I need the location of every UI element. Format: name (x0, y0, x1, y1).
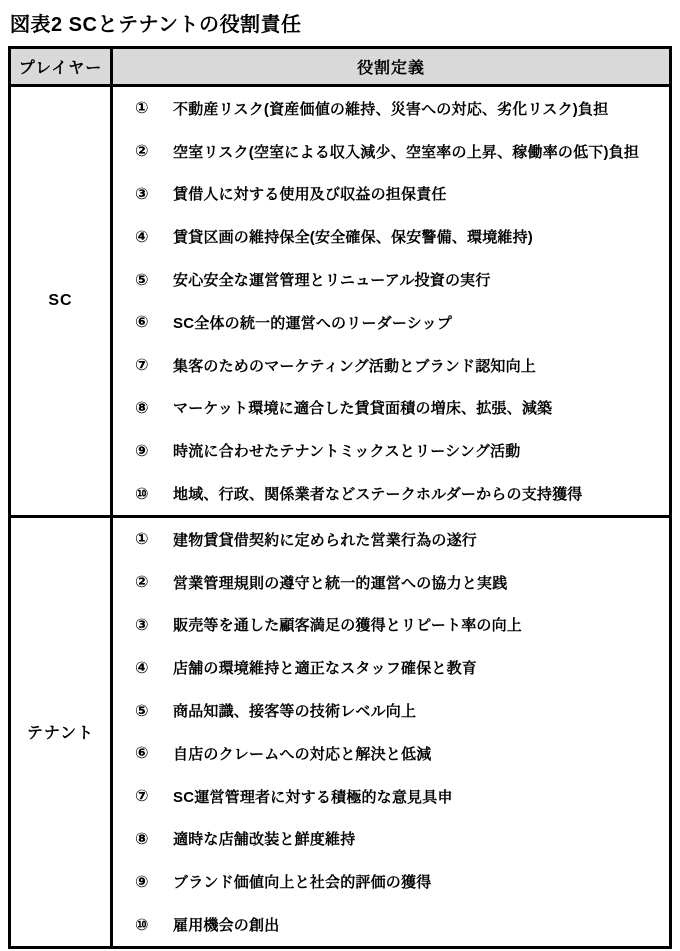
role-list-item (135, 518, 663, 561)
table-row (10, 516, 671, 947)
circled-number: ⑩ (135, 916, 149, 934)
circled-number: ⑦ (135, 788, 149, 806)
role-item-text: 建物賃貸借契約に定められた営業行為の遂行 (173, 531, 478, 549)
circled-number: ① (135, 100, 149, 118)
role-list-item (135, 87, 663, 130)
role-item-text: 時流に合わせたテナントミックスとリーシング活動 (173, 443, 521, 461)
circled-number: ⑥ (135, 745, 149, 763)
column-header-player: プレイヤー (10, 48, 112, 86)
circled-number: ⑦ (135, 357, 149, 375)
circled-number: ② (135, 574, 149, 592)
role-list-item (135, 215, 663, 258)
role-item-text: 空室リスク(空室による収入減少、空室率の上昇、稼働率の低下)負担 (173, 143, 640, 161)
role-list-item (135, 775, 663, 818)
circled-number: ⑧ (135, 830, 149, 848)
role-list-item (135, 472, 663, 515)
circled-number: ③ (135, 616, 149, 634)
circled-number: ⑥ (135, 314, 149, 332)
role-definition-cell (112, 516, 671, 947)
role-list-item (135, 818, 663, 861)
role-list-item (135, 646, 663, 689)
role-item-text: 自店のクレームへの対応と解決と低減 (173, 745, 432, 763)
role-item-text: 店舗の環境維持と適正なスタッフ確保と教育 (173, 660, 478, 678)
role-item-text: ブランド価値向上と社会的評価の獲得 (173, 874, 432, 892)
role-item-text: 商品知識、接客等の技術レベル向上 (173, 703, 417, 721)
circled-number: ③ (135, 185, 149, 203)
role-item-text: 地域、行政、関係業者などステークホルダーからの支持獲得 (173, 486, 583, 504)
role-item-text: マーケット環境に適合した賃貸面積の増床、拡張、減築 (173, 400, 553, 418)
circled-number: ④ (135, 228, 149, 246)
role-responsibility-table (8, 46, 672, 949)
circled-number: ⑩ (135, 485, 149, 503)
role-definition-cell (112, 86, 671, 517)
role-list-item (135, 301, 663, 344)
role-item-text: 雇用機会の創出 (173, 917, 280, 935)
role-list-item (135, 173, 663, 216)
role-list-item (135, 604, 663, 647)
table-body (10, 86, 671, 948)
circled-number: ⑨ (135, 873, 149, 891)
column-header-role-definition: 役割定義 (112, 48, 671, 86)
circled-number: ④ (135, 659, 149, 677)
role-item-text: 安心安全な運営管理とリニューアル投資の実行 (173, 272, 491, 290)
circled-number: ⑧ (135, 399, 149, 417)
role-item-text: SC全体の統一的運営へのリーダーシップ (173, 314, 453, 332)
role-list-item (135, 344, 663, 387)
table-row (10, 86, 671, 517)
circled-number: ⑤ (135, 702, 149, 720)
table-header-row (10, 48, 671, 86)
circled-number: ⑤ (135, 271, 149, 289)
role-list-item (135, 860, 663, 903)
role-item-text: SC運営管理者に対する積極的な意見具申 (173, 788, 453, 806)
role-item-text: 販売等を通した顧客満足の獲得とリピート率の向上 (173, 617, 523, 635)
role-list-item (135, 130, 663, 173)
player-name-cell: テナント (10, 516, 112, 947)
role-item-text: 適時な店舗改装と鮮度維持 (173, 831, 356, 849)
role-item-text: 賃貸区画の維持保全(安全確保、保安警備、環境維持) (173, 229, 533, 247)
role-list-item (135, 387, 663, 430)
figure-title: 図表2 SCとテナントの役割責任 (10, 14, 302, 36)
role-list-item (135, 732, 663, 775)
role-item-text: 集客のためのマーケティング活動とブランド認知向上 (173, 357, 537, 375)
circled-number: ② (135, 143, 149, 161)
role-list-item (135, 903, 663, 946)
role-item-text: 不動産リスク(資産価値の維持、災害への対応、劣化リスク)負担 (173, 100, 609, 118)
role-item-text: 賃借人に対する使用及び収益の担保責任 (173, 186, 447, 204)
player-name-cell: SC (10, 86, 112, 517)
role-list-item (135, 429, 663, 472)
circled-number: ① (135, 531, 149, 549)
circled-number: ⑨ (135, 442, 149, 460)
role-list-item (135, 258, 663, 301)
role-list-item (135, 561, 663, 604)
role-item-text: 営業管理規則の遵守と統一的運営への協力と実践 (173, 574, 508, 592)
role-list-item (135, 689, 663, 732)
